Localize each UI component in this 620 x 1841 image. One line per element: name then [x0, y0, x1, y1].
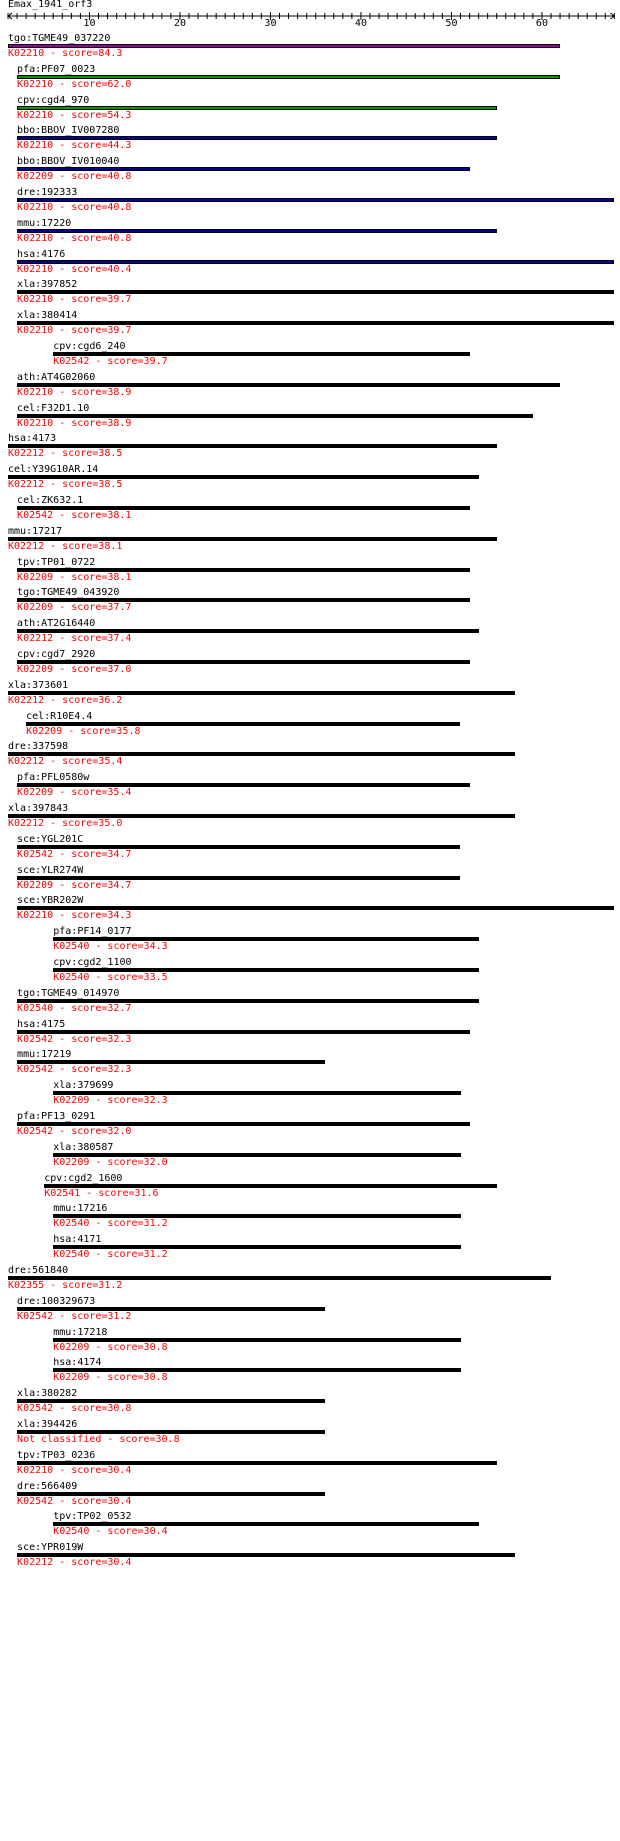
hit-annotation-label: K02210 - score=38.9 — [17, 417, 132, 429]
hit-annotation-label: K02212 - score=35.0 — [8, 818, 123, 829]
hit-annotation-label: K02210 - score=44.3 — [17, 140, 132, 152]
hit-gene-label[interactable]: tgo:TGME49_037220 — [8, 33, 111, 44]
hit-annotation-label: K02540 - score=34.3 — [53, 941, 168, 953]
hit-annotation-label: K02210 - score=40.8 — [17, 202, 132, 213]
hit-annotation-label: K02542 - score=30.8 — [17, 1403, 132, 1415]
hit-annotation-label: K02210 - score=39.7 — [17, 294, 132, 306]
hit-annotation-label: K02209 - score=30.8 — [53, 1341, 168, 1353]
hit-gene-label[interactable]: hsa:4175 — [17, 1018, 66, 1030]
hit-gene-label[interactable]: dre:566409 — [17, 1480, 78, 1492]
hit-gene-label[interactable]: dre:337598 — [8, 741, 69, 753]
hit-gene-label[interactable]: pfa:PF13_0291 — [17, 1111, 96, 1122]
hit-annotation-label: K02540 - score=31.2 — [53, 1249, 168, 1261]
hit-annotation-label: K02210 - score=39.7 — [17, 325, 132, 337]
hit-annotation-label: K02210 - score=40.8 — [17, 232, 132, 244]
hit-annotation-label: K02212 - score=38.1 — [8, 540, 123, 552]
hit-annotation-label: K02540 - score=33.5 — [53, 972, 168, 983]
hit-gene-label[interactable]: mmu:17216 — [53, 1203, 108, 1215]
hit-gene-label[interactable]: sce:YBR202W — [17, 895, 84, 907]
hit-annotation-label: K02212 - score=37.4 — [17, 633, 132, 645]
hit-gene-label[interactable]: sce:YLR274W — [17, 864, 84, 876]
hit-gene-label[interactable]: ath:AT4G02060 — [17, 371, 96, 383]
ruler-tick-label: 10 — [83, 18, 96, 29]
hit-gene-label[interactable]: xla:397852 — [17, 279, 78, 291]
hit-gene-label[interactable]: cpv:cgd7_2920 — [17, 649, 96, 660]
hit-gene-label[interactable]: dre:561840 — [8, 1265, 69, 1276]
hit-annotation-label: K02210 - score=62.0 — [17, 78, 132, 90]
hit-gene-label[interactable]: cpv:cgd6_240 — [53, 341, 126, 352]
hit-annotation-label: K02542 - score=32.3 — [17, 1033, 132, 1045]
hit-annotation-label: K02209 - score=37.7 — [17, 602, 132, 614]
hit-gene-label[interactable]: bbo:BBOV_IV007280 — [17, 125, 120, 137]
hit-annotation-label: K02209 - score=32.0 — [53, 1156, 168, 1168]
hit-annotation-label: K02210 - score=54.3 — [17, 109, 132, 121]
hit-gene-label[interactable]: cpv:cgd4_970 — [17, 94, 90, 106]
hit-gene-label[interactable]: hsa:4176 — [17, 248, 66, 260]
hit-annotation-label: Not classified - score=30.8 — [17, 1434, 180, 1445]
hit-gene-label[interactable]: xla:379699 — [53, 1080, 114, 1092]
hit-gene-label[interactable]: cpv:cgd2_1100 — [53, 957, 132, 968]
hit-gene-label[interactable]: cpv:cgd2_1600 — [44, 1172, 123, 1184]
hit-gene-label[interactable]: mmu:17217 — [8, 525, 63, 537]
hit-gene-label[interactable]: hsa:4174 — [53, 1357, 102, 1369]
hit-annotation-label: K02212 - score=38.5 — [8, 448, 123, 460]
hit-gene-label[interactable]: mmu:17219 — [17, 1049, 72, 1061]
hit-gene-label[interactable]: tpv:TP02_0532 — [53, 1511, 132, 1523]
hit-annotation-label: K02210 - score=30.4 — [17, 1464, 132, 1476]
hit-gene-label[interactable]: tpv:TP03_0236 — [17, 1449, 96, 1461]
hit-gene-label[interactable]: dre:100329673 — [17, 1295, 96, 1307]
ruler-tick-label: 20 — [173, 18, 186, 29]
hit-annotation-label: K02210 - score=40.4 — [17, 263, 132, 275]
hit-gene-label[interactable]: tpv:TP01_0722 — [17, 556, 96, 568]
hit-gene-label[interactable]: sce:YGL201C — [17, 833, 84, 845]
hit-gene-label[interactable]: mmu:17220 — [17, 217, 72, 229]
hit-gene-label[interactable]: pfa:PFL0580w — [17, 772, 90, 784]
hit-annotation-label: K02209 - score=35.8 — [26, 725, 141, 737]
hit-annotation-label: K02212 - score=30.4 — [17, 1557, 132, 1569]
hit-annotation-label: K02209 - score=35.4 — [17, 787, 132, 799]
hit-gene-label[interactable]: xla:373601 — [8, 679, 69, 691]
hit-annotation-label: K02541 - score=31.6 — [44, 1187, 159, 1199]
hit-gene-label[interactable]: hsa:4173 — [8, 433, 57, 445]
hit-gene-label[interactable]: cel:Y39G10AR.14 — [8, 464, 99, 476]
hit-gene-label[interactable]: bbo:BBOV_IV010040 — [17, 156, 120, 168]
hit-annotation-label: K02209 - score=38.1 — [17, 571, 132, 583]
hit-annotation-label: K02210 - score=84.3 — [8, 48, 123, 59]
hit-annotation-label: K02209 - score=32.3 — [53, 1095, 168, 1107]
hit-annotation-label: K02542 - score=39.7 — [53, 356, 168, 367]
hit-annotation-label: K02209 - score=34.7 — [17, 879, 132, 891]
hit-annotation-label: K02212 - score=38.5 — [8, 479, 123, 491]
ruler-tick-label: 30 — [264, 18, 277, 29]
hit-gene-label[interactable]: hsa:4171 — [53, 1234, 102, 1246]
hit-annotation-label: K02540 - score=31.2 — [53, 1218, 168, 1230]
hit-gene-label[interactable]: mmu:17218 — [53, 1326, 108, 1338]
hit-annotation-label: K02542 - score=32.3 — [17, 1064, 132, 1076]
hit-annotation-label: K02540 - score=30.4 — [53, 1526, 168, 1538]
hit-annotation-label: K02542 - score=34.7 — [17, 848, 132, 860]
hit-gene-label[interactable]: xla:394426 — [17, 1419, 78, 1430]
hit-annotation-label: K02212 - score=36.2 — [8, 694, 123, 706]
hit-annotation-label: K02355 - score=31.2 — [8, 1280, 123, 1291]
hit-annotation-label: K02212 - score=35.4 — [8, 756, 123, 768]
hit-gene-label[interactable]: cel:ZK632.1 — [17, 495, 84, 506]
hit-gene-label[interactable]: xla:397843 — [8, 803, 69, 814]
ruler-tick-label: 60 — [535, 18, 548, 29]
hit-gene-label[interactable]: xla:380282 — [17, 1388, 78, 1400]
hit-gene-label[interactable]: pfa:PF07_0023 — [17, 63, 96, 75]
hit-annotation-label: K02542 - score=32.0 — [17, 1126, 132, 1137]
hit-gene-label[interactable]: tgo:TGME49_043920 — [17, 587, 120, 599]
hit-gene-label[interactable]: ath:AT2G16440 — [17, 618, 96, 630]
query-title: Emax_1941_orf3 — [8, 0, 93, 10]
hit-gene-label[interactable]: pfa:PF14_0177 — [53, 926, 132, 938]
hit-annotation-label: K02209 - score=37.0 — [17, 664, 132, 675]
hit-gene-label[interactable]: cel:F32D1.10 — [17, 402, 90, 414]
hit-annotation-label: K02209 - score=40.8 — [17, 171, 132, 183]
hit-gene-label[interactable]: cel:R10E4.4 — [26, 710, 93, 722]
hit-gene-label[interactable]: dre:192333 — [17, 187, 78, 198]
hit-annotation-label: K02542 - score=30.4 — [17, 1495, 132, 1507]
hit-gene-label[interactable]: xla:380587 — [53, 1141, 114, 1153]
hit-gene-label[interactable]: sce:YPR019W — [17, 1542, 84, 1554]
hit-annotation-label: K02542 - score=31.2 — [17, 1310, 132, 1322]
hit-annotation-label: K02542 - score=38.1 — [17, 510, 132, 521]
hit-annotation-label: K02540 - score=32.7 — [17, 1002, 132, 1014]
hit-gene-label[interactable]: tgo:TGME49_014970 — [17, 987, 120, 999]
ruler-tick-label: 50 — [445, 18, 458, 29]
hit-annotation-label: K02210 - score=34.3 — [17, 910, 132, 922]
hit-annotation-label: K02209 - score=30.8 — [53, 1372, 168, 1384]
hit-gene-label[interactable]: xla:380414 — [17, 310, 78, 322]
ruler-tick-label: 40 — [354, 18, 367, 29]
hit-annotation-label: K02210 - score=38.9 — [17, 386, 132, 398]
